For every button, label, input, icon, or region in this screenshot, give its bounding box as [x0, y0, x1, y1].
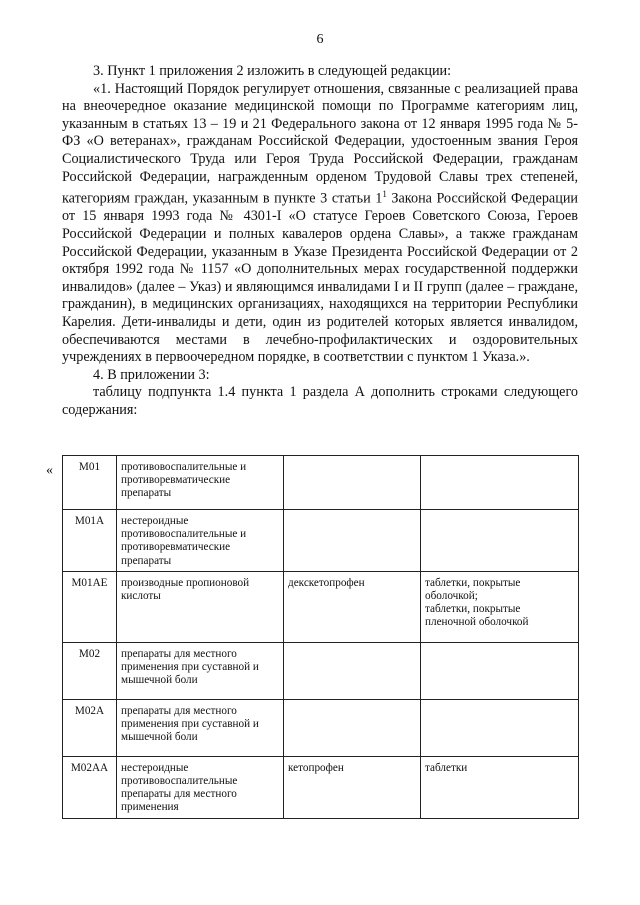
superscript-index: 1 — [382, 189, 387, 200]
dosage-form-cell — [421, 699, 579, 756]
pharm-group-cell: нестероидные противовоспалительные и противоревматические препараты — [117, 510, 284, 572]
quoted-text-part-2: Закона Российской Федерации от 15 января 1993 года № 4301-I «О статусе Героев Советского Союза, Героев Российской Федерации и полных кавалеров ордена Славы», а также гражданам Российской Федерации, указанным в Указе Президента Российской Федерации от 2 октября 1992 года № 1157 «О дополнительных мерах государственной поддержки инвалидов» (далее – Указ) и являющимся инвалидами I и II групп (далее – граждане, гражданин), в медицинских организациях, находящихся на территории Республики Карелия. Дети-инвалиды и дети, один из родителей которых является инвалидом, обеспечиваются местами в лечебно-профилактических и оздоровительных учреждениях в первоочередном порядке, в соответствии с пунктом 1 Указа.». — [62, 190, 579, 366]
dosage-form-line: таблетки, покрытые оболочкой; — [425, 576, 521, 603]
drug-name-cell: кетопрофен — [284, 756, 421, 818]
atc-code-cell: M02 — [63, 642, 117, 699]
atc-code-cell: M01 — [63, 456, 117, 510]
dosage-form-cell — [421, 571, 579, 642]
drug-table — [62, 455, 579, 819]
pharm-group-cell: производные пропионовой кислоты — [117, 571, 284, 642]
atc-code-cell: M01A — [63, 510, 117, 572]
atc-code-cell: M02AA — [63, 756, 117, 818]
paragraph-quoted-point-1 — [62, 81, 578, 367]
drug-name-cell — [284, 510, 421, 572]
drug-name-cell — [284, 699, 421, 756]
drug-name-cell: декскетопрофен — [284, 571, 421, 642]
page-number: 6 — [316, 32, 324, 47]
table-row — [63, 756, 579, 818]
paragraph-item-3: 3. Пункт 1 приложения 2 изложить в следующей редакции: — [93, 63, 452, 79]
drug-name-cell — [284, 456, 421, 510]
dosage-form-cell — [421, 642, 579, 699]
pharm-group-cell: препараты для местного применения при суставной и мышечной боли — [117, 642, 284, 699]
table-row — [63, 456, 579, 510]
table-row — [63, 642, 579, 699]
quoted-text-part-1: «1. Настоящий Порядок регулирует отношения, связанные с реализацией права на внеочередное оказание медицинской помощи по Программе категориям лиц, указанным в статьях 13 – 19 и 21 Федерального закона от 12 января 1995 года № 5-ФЗ «О ветеранах», гражданам Российской Федерации, удостоенным звания Героя Социалистического Труда или Героя Труда Российской Федерации, гражданам Российской Федерации, награжденным орденом Трудовой Славы трех степеней, категориям граждан, указанным в пункте 3 статьи 1 — [62, 80, 578, 207]
dosage-form-cell — [421, 456, 579, 510]
body-text — [62, 63, 578, 420]
pharm-group-cell: противовоспалительные и противоревматические препараты — [117, 456, 284, 510]
drug-name-cell — [284, 642, 421, 699]
table-row — [63, 571, 579, 642]
dosage-form-cell — [421, 510, 579, 572]
dosage-form-line: таблетки, покрытые пленочной оболочкой — [425, 603, 529, 629]
table-row — [63, 510, 579, 572]
dosage-form-cell — [421, 756, 579, 818]
atc-code-cell: M01AE — [63, 571, 117, 642]
pharm-group-cell: нестероидные противовоспалительные препараты для местного применения — [117, 756, 284, 818]
opening-quote-mark: « — [46, 463, 53, 478]
pharm-group-cell: препараты для местного применения при суставной и мышечной боли — [117, 699, 284, 756]
table-row — [63, 699, 579, 756]
atc-code-cell: M02A — [63, 699, 117, 756]
paragraph-table-intro: таблицу подпункта 1.4 пункта 1 раздела А дополнить строками следующего содержания: — [62, 384, 578, 419]
paragraph-item-4: 4. В приложении 3: — [93, 366, 210, 383]
dosage-form-line: таблетки — [425, 761, 468, 774]
